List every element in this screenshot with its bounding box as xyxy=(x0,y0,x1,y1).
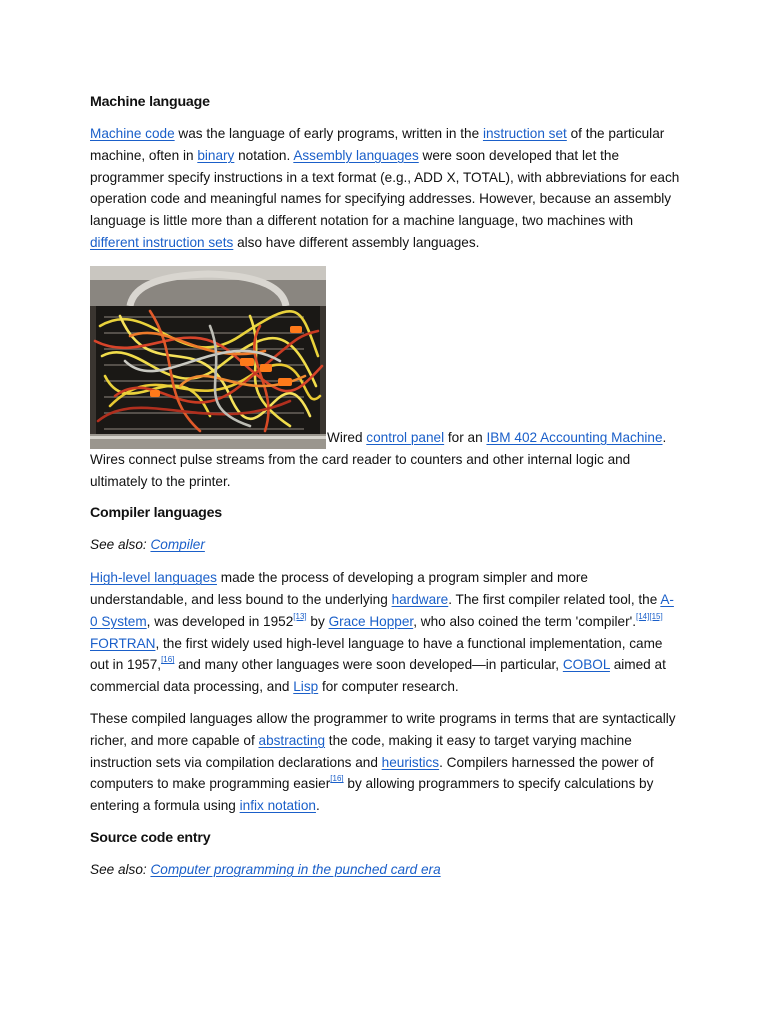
see-also-punched-card xyxy=(90,859,680,881)
link-hardware[interactable]: hardware xyxy=(391,591,449,607)
text: and many other languages were soon developed—in particular, xyxy=(174,657,563,673)
link-assembly-languages[interactable]: Assembly languages xyxy=(293,147,419,163)
see-also-label: See also: xyxy=(90,537,147,553)
citation-link-15[interactable]: [15] xyxy=(649,611,663,621)
citation-link-14[interactable]: [14] xyxy=(636,611,650,621)
heading-source-code-entry: Source code entry xyxy=(90,829,211,846)
text: , was developed in 1952 xyxy=(146,613,294,629)
citation xyxy=(293,612,306,621)
text: , who also coined the term 'compiler'. xyxy=(413,613,636,629)
link-binary[interactable]: binary xyxy=(197,147,235,163)
link-cobol[interactable]: COBOL xyxy=(562,657,610,673)
link-punched-card-era[interactable] xyxy=(150,862,440,877)
citation xyxy=(330,774,343,783)
citation-link-16-second[interactable]: [16] xyxy=(330,774,344,784)
text: were soon developed that let the programmer specify instructions in a text format (e.g., ADD X, TOTAL), with abbreviations for each operation code and meaningful names for specifying addresses. However, because an assembly language is little more than a different notation for a machine language, two machines with xyxy=(90,147,680,229)
text: . Wires connect pulse streams from the card reader to counters and other internal logic and ultimately to the printer. xyxy=(90,429,667,489)
link-instruction-set[interactable]: instruction set xyxy=(482,126,567,141)
see-also-compiler xyxy=(90,534,680,556)
text: the code, making it easy to target varying machine instruction sets via compilation declarations and xyxy=(90,732,632,770)
link-infix-notation[interactable]: infix notation xyxy=(239,798,316,814)
link-punched-card-era-text: Computer programming in the punched card era xyxy=(150,861,441,877)
text: These compiled languages allow the programmer to write programs in terms that are syntactically richer, and more capable of xyxy=(90,710,676,748)
link-different-instruction-sets[interactable]: different instruction sets xyxy=(90,234,234,250)
heading-machine-language: Machine language xyxy=(90,94,210,110)
link-a0-system[interactable]: A-0 System xyxy=(90,591,674,629)
text: . The first compiler related tool, the xyxy=(448,591,661,607)
paragraph-machine-code xyxy=(90,123,680,254)
text: made the process of developing a program simpler and more understandable, and less bound to the underlying xyxy=(90,570,588,607)
text: notation. xyxy=(234,147,294,163)
text: for an xyxy=(444,429,487,445)
text: . xyxy=(315,798,320,814)
citation xyxy=(161,655,174,664)
paragraph-high-level xyxy=(90,567,680,698)
text: by allowing programmers to specify calculations by entering a formula using xyxy=(90,776,654,814)
link-compiler[interactable] xyxy=(150,537,204,552)
link-heuristics[interactable]: heuristics xyxy=(381,754,440,770)
citation-link-13[interactable]: [13] xyxy=(293,611,307,621)
paragraph-compiled-languages xyxy=(90,708,680,817)
text: was the language of early programs, written in the xyxy=(174,126,483,141)
text: aimed at commercial data processing, and xyxy=(90,657,666,695)
link-control-panel[interactable]: control panel xyxy=(366,429,445,445)
control-panel-photo xyxy=(90,266,326,449)
link-abstracting[interactable]: abstracting xyxy=(258,732,326,748)
link-ibm-402[interactable]: IBM 402 Accounting Machine xyxy=(486,429,663,445)
citation xyxy=(636,612,663,621)
text: for computer research. xyxy=(318,679,459,695)
link-compiler-text: Compiler xyxy=(150,537,205,553)
text: by xyxy=(306,613,329,629)
see-also-label: See also: xyxy=(90,861,147,877)
text: of the particular machine, often in xyxy=(90,126,665,163)
text: also have different assembly languages. xyxy=(233,234,480,250)
text: , the first widely used high-level language to have a functional implementation, came out in 1957, xyxy=(90,635,663,673)
citation-link-16[interactable]: [16] xyxy=(161,655,175,665)
link-fortran[interactable]: FORTRAN xyxy=(90,635,156,651)
article-body xyxy=(90,92,680,881)
figure-caption xyxy=(90,266,680,493)
link-high-level-languages[interactable]: High-level languages xyxy=(90,570,217,586)
link-machine-code[interactable]: Machine code xyxy=(90,126,175,141)
text: . Compilers harnessed the power of computers to make programming easier xyxy=(90,754,654,792)
link-grace-hopper[interactable]: Grace Hopper xyxy=(328,613,414,629)
text: Wired xyxy=(327,429,367,445)
link-lisp[interactable]: Lisp xyxy=(293,679,319,695)
heading-compiler-languages: Compiler languages xyxy=(90,505,222,522)
